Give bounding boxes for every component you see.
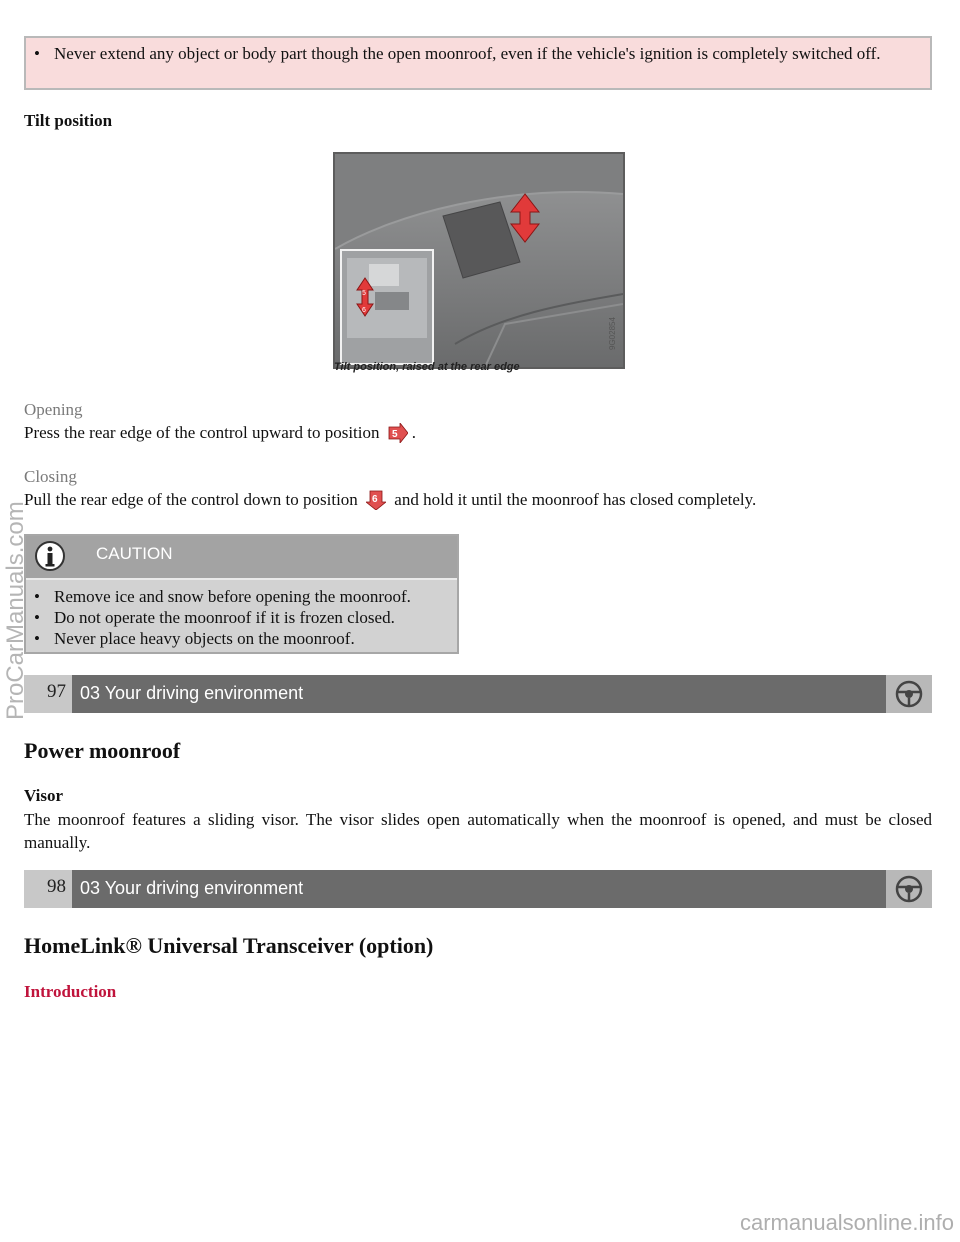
caution-item: • Do not operate the moonroof if it is frozen closed. — [26, 607, 457, 628]
steering-wheel-icon — [894, 874, 924, 904]
position-5-icon — [388, 423, 408, 443]
caution-item: • Remove ice and snow before opening the moonroof. — [26, 586, 457, 607]
section-title: 03 Your driving environment — [80, 683, 304, 703]
svg-text:5: 5 — [391, 429, 398, 440]
closing-text-after: and hold it until the moonroof has closed completely. — [394, 490, 757, 509]
tilt-illustration — [335, 154, 623, 367]
svg-text:6: 6 — [372, 494, 378, 505]
visor-text: The moonroof features a sliding visor. The visor slides open automatically when the moonroof is opened, and must be closed manually. — [24, 810, 932, 852]
steering-wheel-icon — [894, 679, 924, 709]
section-bar-97 — [24, 675, 932, 713]
opening-text-before: Press the rear edge of the control upward to position — [24, 423, 380, 442]
figure-caption: Tilt position, raised at the rear edge — [334, 361, 520, 373]
figure-label-6: 6 — [362, 307, 366, 314]
section-icon-cell — [886, 870, 932, 908]
info-icon — [34, 540, 66, 572]
power-moonroof-title: Power moonroof — [24, 738, 181, 763]
caution-title: CAUTION — [96, 544, 173, 563]
opening-text — [24, 421, 416, 444]
caution-list — [26, 586, 457, 649]
watermark-bottom: carmanualsonline.info — [739, 1210, 954, 1235]
opening-label: Opening — [24, 400, 83, 419]
visor-heading: Visor — [24, 786, 64, 805]
watermark-left: ProCarManuals.com — [2, 501, 29, 720]
tilt-figure — [333, 152, 625, 369]
figure-code: 9G02854 — [608, 317, 617, 350]
closing-text — [24, 488, 756, 511]
closing-label: Closing — [24, 467, 77, 486]
position-6-icon — [366, 490, 386, 510]
section-icon-cell — [886, 675, 932, 713]
closing-text-before: Pull the rear edge of the control down to position — [24, 490, 358, 509]
warning-box — [24, 36, 932, 90]
homelink-title: HomeLink® Universal Transceiver (option) — [24, 933, 434, 958]
warning-bullet: • — [34, 44, 40, 63]
section-title: 03 Your driving environment — [80, 878, 304, 898]
caution-item: • Never place heavy objects on the moonroof. — [26, 628, 457, 649]
page-number: 98 — [24, 870, 72, 908]
tilt-heading: Tilt position — [24, 111, 113, 130]
introduction-heading: Introduction — [24, 982, 117, 1001]
page-number: 97 — [24, 675, 72, 713]
section-bar-98 — [24, 870, 932, 908]
warning-text: Never extend any object or body part though the open moonroof, even if the vehicle's ignition is completely switched off. — [54, 44, 881, 63]
opening-text-after: . — [411, 423, 416, 442]
caution-header — [26, 536, 457, 580]
caution-box — [24, 534, 459, 654]
figure-label-5: 5 — [362, 290, 366, 297]
